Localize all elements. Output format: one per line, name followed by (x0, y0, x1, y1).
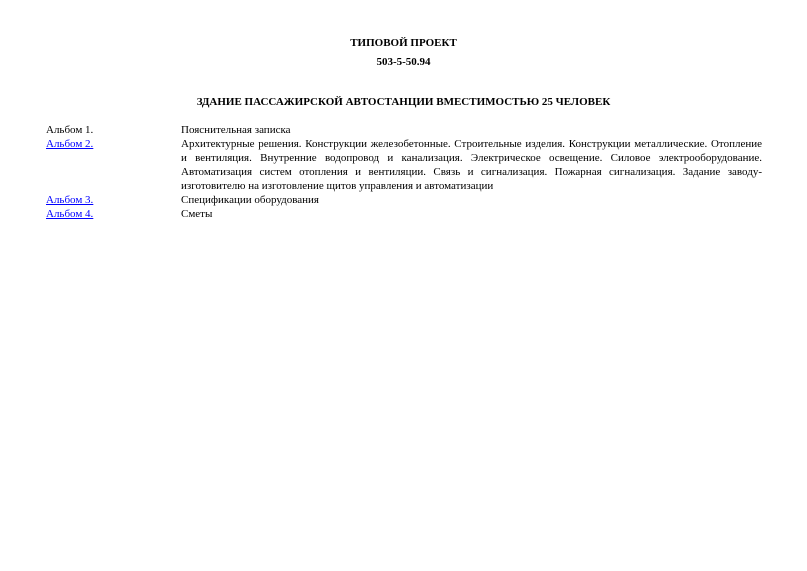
project-subject: ЗДАНИЕ ПАССАЖИРСКОЙ АВТОСТАНЦИИ ВМЕСТИМОСТЬЮ 25 ЧЕЛОВЕК (196, 96, 611, 108)
album-row-2 (46, 137, 762, 193)
document-title: ТИПОВОЙ ПРОЕКТ (350, 37, 457, 49)
album-description-2: Архитектурные решения. Конструкции железобетонные. Строительные изделия. Конструкции металлические. Отопление и вентиляция. Внутренние водопровод и канализация. Электрическое освещение. Силовое электрооборудование. Автоматизация систем отопления и вентиляции. Связь и сигнализация. Пожарная сигнализация. Задание заводу-изготовителю на изготовление щитов управления и автоматизации (181, 138, 762, 192)
album-link-4[interactable]: Альбом 4. (46, 208, 94, 220)
album-description-3: Спецификации оборудования (181, 194, 319, 206)
album-list (46, 123, 762, 221)
album-description-4: Сметы (181, 208, 213, 220)
album-row-4 (46, 207, 762, 221)
album-row-3 (46, 193, 762, 207)
album-link-2[interactable]: Альбом 2. (46, 138, 94, 150)
album-description-1: Пояснительная записка (181, 124, 291, 136)
album-row-1 (46, 123, 762, 137)
album-label-1: Альбом 1. (46, 124, 94, 136)
album-link-3[interactable]: Альбом 3. (46, 194, 94, 206)
project-code: 503-5-50.94 (376, 56, 431, 68)
